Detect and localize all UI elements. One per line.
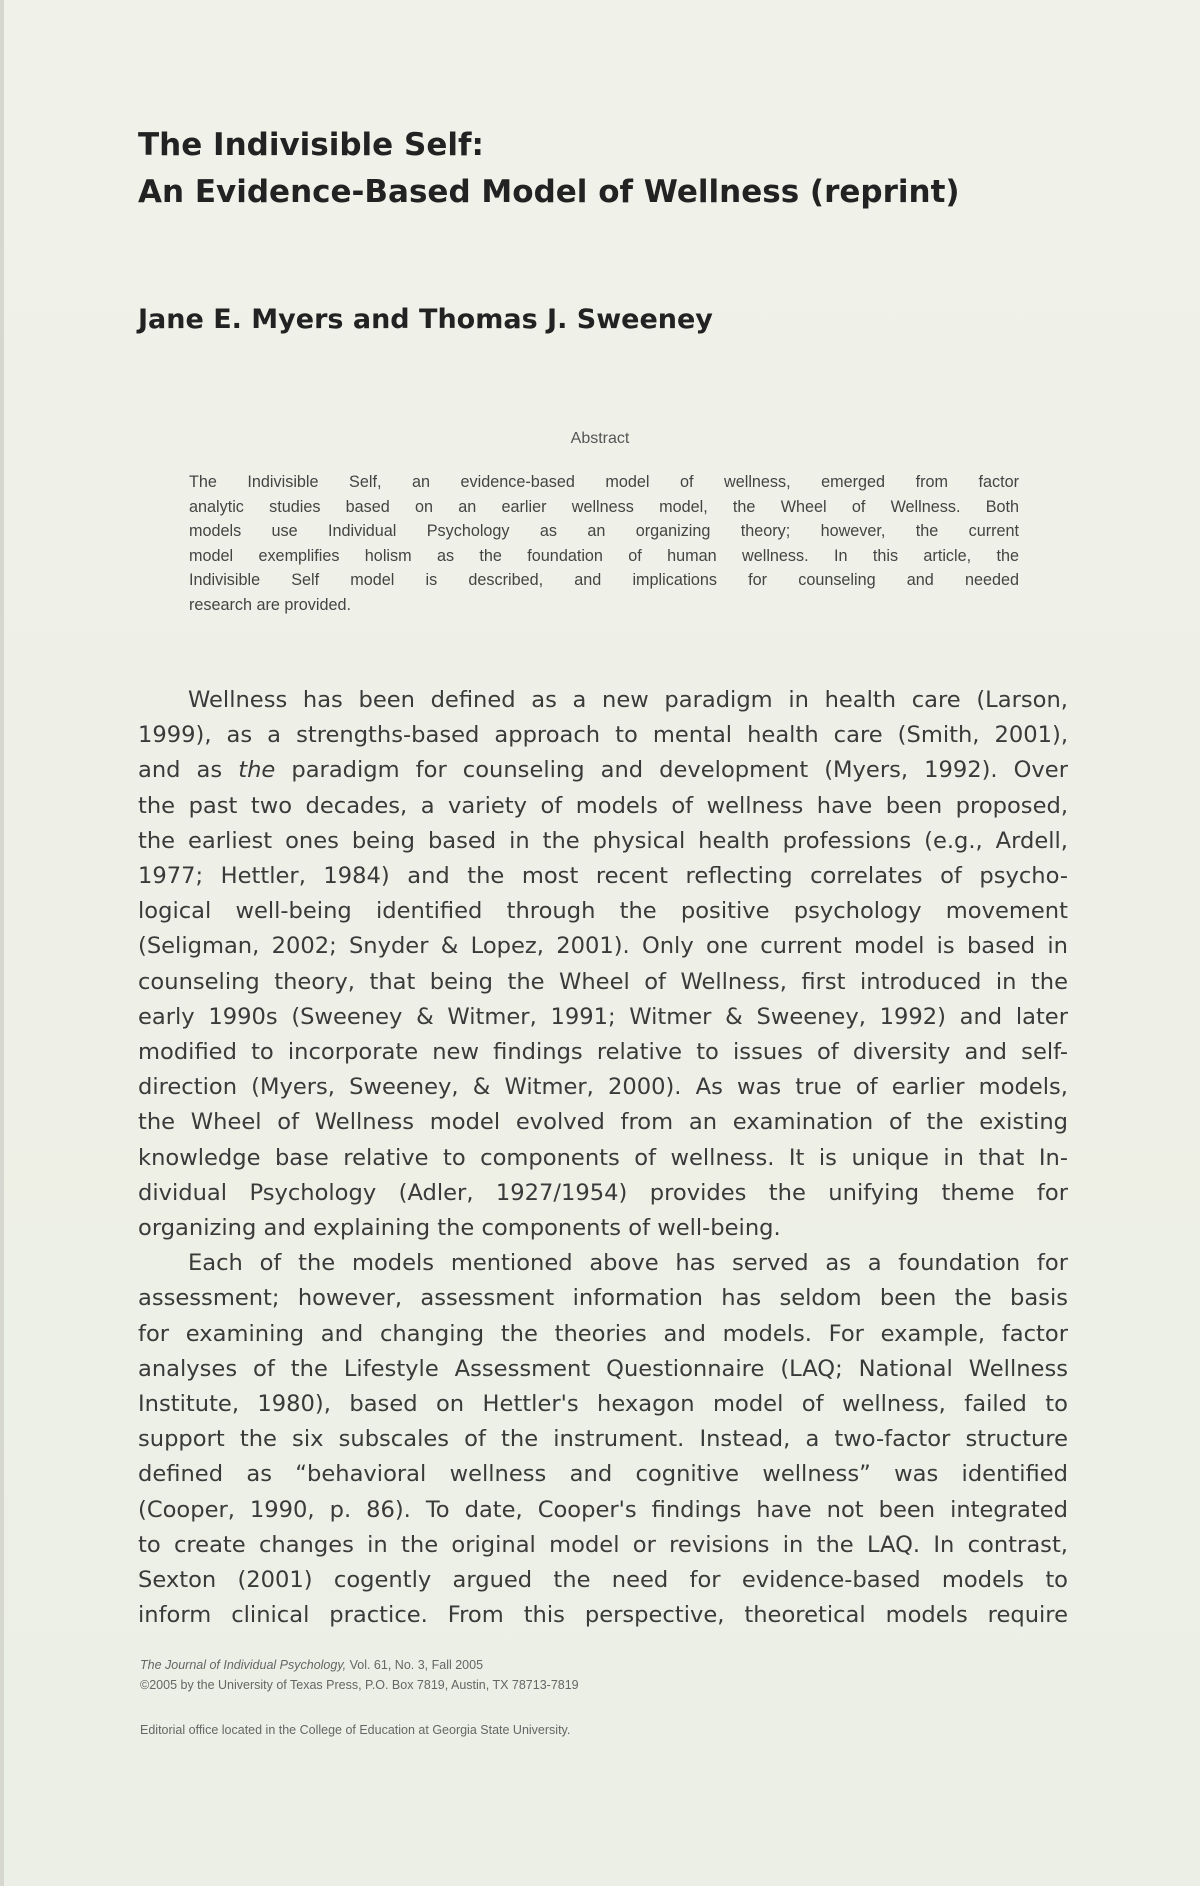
abstract-line: models use Individual Psychology as an organizing theory; however, the current [189, 522, 1019, 540]
article-title [138, 122, 1118, 216]
body-line: 1977; Hettler, 1984) and the most recent reflecting correlates of psycho- [138, 863, 1068, 890]
body-line: dividual Psychology (Adler, 1927/1954) provides the unifying theme for [138, 1179, 1068, 1206]
body-line: defined as “behavioral wellness and cognitive wellness” was identified [138, 1461, 1068, 1488]
body-line: inform clinical practice. From this perspective, theoretical models require [138, 1602, 1068, 1629]
abstract-line: model exemplifies holism as the foundation of human wellness. In this article, the [189, 546, 1019, 565]
journal-citation [140, 1655, 579, 1675]
body-line: Institute, 1980), based on Hettler's hexagon model of wellness, failed to [138, 1391, 1068, 1418]
body-text-run: and as [138, 757, 239, 784]
body-text [138, 683, 1068, 1633]
body-line: the Wheel of Wellness model evolved from an examination of the existing [138, 1109, 1068, 1136]
copyright-line: ©2005 by the University of Texas Press, P.O. Box 7819, Austin, TX 78713-7819 [140, 1678, 579, 1692]
body-line: organizing and explaining the components of well-being. [138, 1215, 781, 1242]
body-line: support the six subscales of the instrument. Instead, a two-factor structure [138, 1426, 1068, 1453]
title-line-1: The Indivisible Self: [138, 127, 484, 163]
body-line: the past two decades, a variety of models of wellness have been proposed, [138, 792, 1068, 819]
body-line: (Cooper, 1990, p. 86). To date, Cooper's findings have not been integrated [138, 1496, 1068, 1523]
body-line: the earliest ones being based in the physical health professions (e.g., Ardell, [138, 827, 1068, 854]
body-line: Sexton (2001) cogently argued the need for evidence-based models to [138, 1567, 1068, 1594]
abstract-heading: Abstract [570, 430, 630, 447]
body-line: logical well-being identified through the positive psychology movement [138, 898, 1068, 925]
body-line: to create changes in the original model or revisions in the LAQ. In contrast, [138, 1531, 1068, 1558]
authors: Jane E. Myers and Thomas J. Sweeney [138, 304, 713, 335]
body-line: Wellness has been defined as a new paradigm in health care (Larson, [188, 687, 1068, 713]
journal-name: The Journal of Individual Psychology, [140, 1658, 347, 1672]
body-line: (Seligman, 2002; Snyder & Lopez, 2001). Only one current model is based in [138, 933, 1068, 960]
body-line: 1999), as a strengths-based approach to mental health care (Smith, 2001), [138, 722, 1068, 749]
body-line: modified to incorporate new findings relative to issues of diversity and self- [138, 1039, 1068, 1066]
journal-footer [140, 1655, 579, 1695]
body-line: assessment; however, assessment information has seldom been the basis [138, 1285, 1068, 1312]
title-line-2: An Evidence-Based Model of Wellness (reprint) [138, 174, 960, 210]
journal-issue: Vol. 61, No. 3, Fall 2005 [346, 1658, 484, 1672]
body-line: for examining and changing the theories and models. For example, factor [138, 1320, 1068, 1347]
abstract-text [189, 470, 1019, 617]
body-line: direction (Myers, Sweeney, & Witmer, 2000). As was true of earlier models, [138, 1074, 1068, 1101]
abstract-line: analytic studies based on an earlier wellness model, the Wheel of Wellness. Both [189, 497, 1019, 516]
editorial-note: Editorial office located in the College of Education at Georgia State University. [140, 1723, 571, 1737]
abstract-line: research are provided. [189, 595, 351, 614]
body-line: Each of the models mentioned above has served as a foundation for [188, 1250, 1068, 1277]
emphasis-the: the [238, 757, 276, 784]
paragraph-2 [138, 1246, 1068, 1633]
body-line [138, 753, 1068, 788]
body-line: counseling theory, that being the Wheel of Wellness, first introduced in the [138, 968, 1068, 995]
abstract-line: The Indivisible Self, an evidence-based model of wellness, emerged from factor [189, 473, 1019, 491]
abstract-line: Indivisible Self model is described, and implications for counseling and needed [189, 571, 1019, 589]
body-line: knowledge base relative to components of wellness. It is unique in that In- [138, 1144, 1068, 1171]
paragraph-1 [138, 683, 1068, 1246]
body-line: analyses of the Lifestyle Assessment Questionnaire (LAQ; National Wellness [138, 1355, 1068, 1382]
body-line: early 1990s (Sweeney & Witmer, 1991; Witmer & Sweeney, 1992) and later [138, 1003, 1068, 1030]
scan-edge [0, 0, 4, 1886]
body-text-run: paradigm for counseling and development (Myers, 1992). Over [275, 757, 1068, 784]
